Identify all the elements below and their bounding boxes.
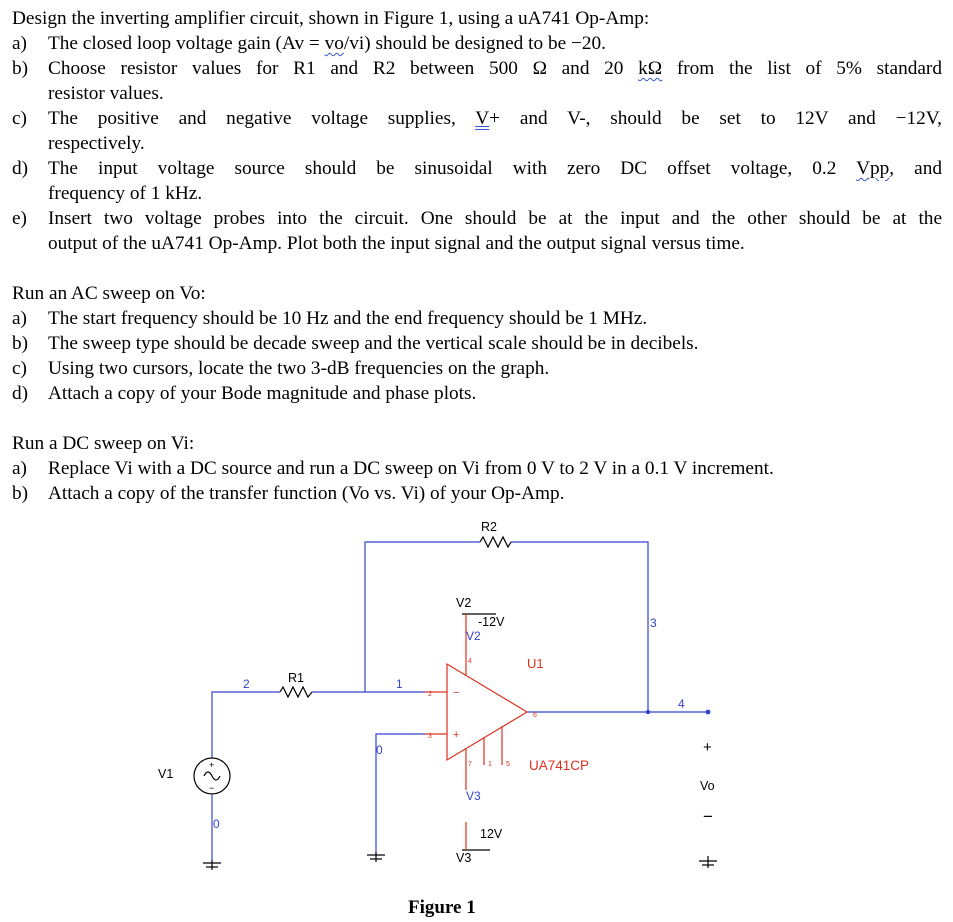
label-v1: V1 [158,767,174,781]
net-labels [213,616,685,831]
item-label: a) [12,33,27,54]
item-label: d) [12,158,29,179]
item-text: The start frequency should be 10 Hz and the end frequency should be 1 MHz. [48,308,648,329]
label-u1: U1 [527,656,544,671]
ground-left [203,860,221,870]
item-continuation: output of the uA741 Op-Amp. Plot both the input signal and the output signal versus time. [48,233,745,254]
opamp-triangle [447,664,527,760]
item-text: Replace Vi with a DC source and run a DC sweep on Vi from 0 V to 2 V in a 0.1 V increment. [48,458,774,479]
pin-2: 2 [428,691,432,698]
sine-icon [204,772,220,780]
net-4: 4 [678,697,685,711]
wire-noninv-to-ground [376,734,425,852]
item-text: /vi) should be designed to be −20. [343,33,606,54]
output-plus: + [703,739,712,756]
pin-3: 3 [428,733,432,740]
item-label: b) [12,333,29,354]
item-continuation: frequency of 1 kHz. [48,183,203,204]
output-minus: − [703,807,713,826]
ground-mid [367,852,385,862]
pin-6: 6 [533,712,537,719]
item-label: b) [12,483,29,504]
item-continuation: resistor values. [48,83,164,104]
source-plus: + [209,760,215,770]
item-text: Using two cursors, locate the two 3-dB frequencies on the graph. [48,358,550,379]
label-v3-pin: V3 [466,789,481,803]
label-v3-value: 12V [480,827,503,841]
spell-flag: kΩ [638,58,663,79]
item-label: b) [12,58,29,79]
junction-dot [646,710,650,714]
label-r2: R2 [481,520,497,534]
item-label: a) [12,308,27,329]
components [194,537,717,870]
item-label: e) [12,208,27,229]
probe-dot [706,710,711,715]
ground-right [699,856,717,868]
resistor-r1 [280,687,312,697]
label-v2-pin: V2 [466,629,481,643]
item-text: The positive and negative voltage supplies, [48,108,476,129]
wire-source-to-r1 [212,692,280,758]
noninverting-symbol: + [453,729,460,741]
label-v2: V2 [456,596,472,610]
pin-7: 7 [468,761,472,768]
label-vo: Vo [700,779,715,793]
item-text: Attach a copy of the transfer function (Vo vs. Vi) of your Op-Amp. [48,483,565,504]
item-text: The closed loop voltage gain (Av = [48,33,325,54]
item-text: from the list of 5% standard [662,58,942,79]
source-minus: − [209,783,215,793]
net-1: 1 [396,677,403,691]
net-2: 2 [243,677,250,691]
label-v2-value: -12V [478,615,505,629]
net-3: 3 [650,616,657,630]
net-0-left: 0 [213,817,220,831]
pin-5: 5 [506,761,510,768]
item-text: Attach a copy of your Bode magnitude and phase plots. [48,383,477,404]
spell-flag: V [475,108,490,129]
net-0-mid: 0 [376,743,383,757]
spell-flag: Vpp [856,158,890,179]
spell-flag: vo [324,33,344,54]
item-label: d) [12,383,29,404]
resistor-r2 [480,537,511,547]
pin-4: 4 [468,658,472,665]
wire-feedback-left [365,542,480,692]
item-text: The input voltage source should be sinusoidal with zero DC offset voltage, 0.2 [48,158,857,179]
label-r1: R1 [288,671,304,685]
item-label: c) [12,108,27,129]
item-text: The sweep type should be decade sweep and the vertical scale should be in decibels. [48,333,699,354]
figure-caption: Figure 1 [408,897,476,918]
item-label: a) [12,458,27,479]
ac-title: Run an AC sweep on Vo: [12,283,206,304]
item-label: c) [12,358,27,379]
dc-title: Run a DC sweep on Vi: [12,433,195,454]
wires [212,542,708,860]
opamp-u1 [425,614,527,850]
item-text: Insert two voltage probes into the circuit. One should be at the input and the other should be at the [48,208,942,229]
opamp-labels [428,656,589,773]
item-continuation: respectively. [48,133,145,154]
label-v3: V3 [456,851,472,865]
label-part: UA741CP [529,758,590,773]
pin-1: 1 [488,761,492,768]
inverting-symbol: − [453,687,460,699]
intro-title: Design the inverting amplifier circuit, shown in Figure 1, using a uA741 Op-Amp: [12,8,650,29]
item-text: + and V-, should be set to 12V and −12V, [489,108,943,129]
item-text: , and [889,158,942,179]
item-text: Choose resistor values for R1 and R2 between 500 Ω and 20 [48,58,639,79]
wire-feedback-right [511,542,648,712]
